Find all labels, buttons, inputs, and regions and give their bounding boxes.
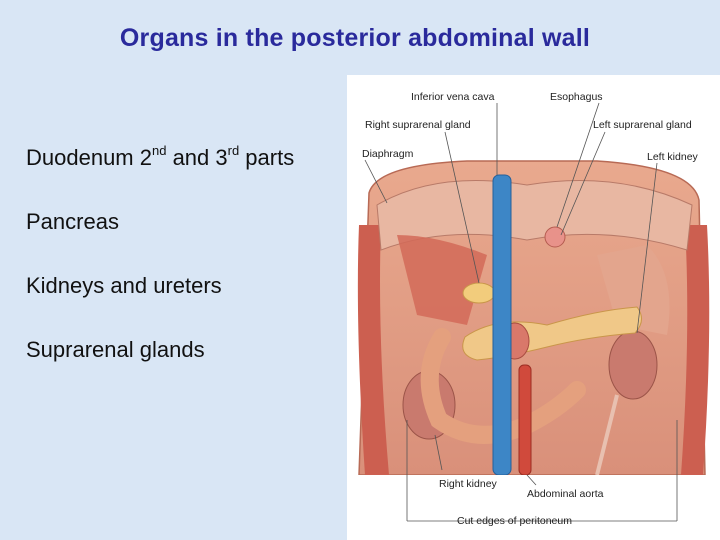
label-left-kidney: Left kidney [647,151,698,163]
superscript: rd [227,143,240,158]
label-left-suprarenal-gland: Left suprarenal gland [593,119,692,131]
label-diaphragm: Diaphragm [362,148,414,160]
anatomy-illustration [347,75,720,540]
bullet-suprarenal-glands: Suprarenal glands [26,337,205,362]
label-esophagus: Esophagus [550,91,603,103]
bullet-duodenum [26,145,356,171]
bullet-pancreas: Pancreas [26,209,119,234]
left-suprarenal [545,227,565,247]
bullet-text: Duodenum 2 [26,145,152,170]
slide-title: Organs in the posterior abdominal wall [119,24,591,52]
superscript: nd [151,143,167,158]
label-cut-edges-of-peritoneum: Cut edges of peritoneum [457,515,572,527]
label-inferior-vena-cava: Inferior vena cava [411,91,495,103]
bullet-text: parts [239,145,295,170]
right-suprarenal [463,283,495,303]
anatomy-figure [347,75,720,540]
label-right-kidney: Right kidney [439,478,497,490]
bullet-list [26,145,356,401]
left-kidney-shape [609,331,657,399]
aorta-shape [519,365,531,475]
bullet-text: and 3 [166,145,228,170]
label-abdominal-aorta: Abdominal aorta [527,488,604,500]
vena-cava-shape [493,175,511,475]
label-right-suprarenal-gland: Right suprarenal gland [365,119,471,131]
bullet-kidneys-ureters: Kidneys and ureters [26,273,222,298]
